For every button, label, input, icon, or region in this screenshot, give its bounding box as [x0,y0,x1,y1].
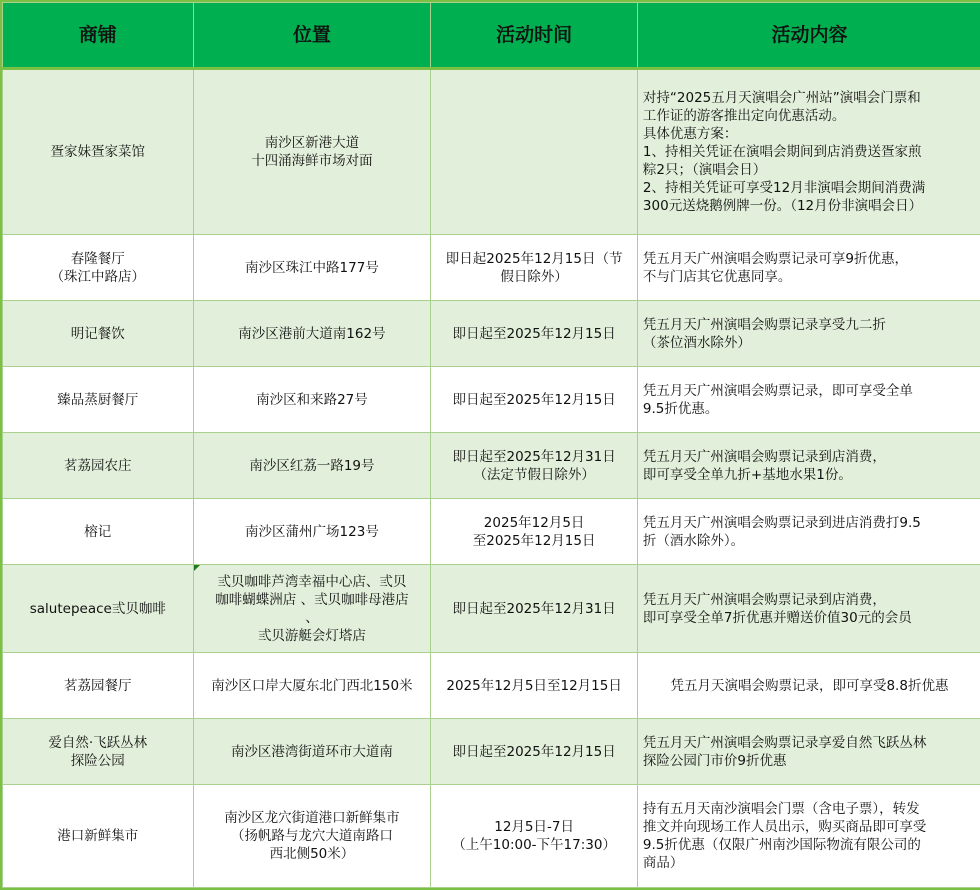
location-line: 南沙区龙穴街道港口新鲜集市 [198,809,427,827]
cell-time[interactable] [431,433,638,499]
cell-shop[interactable] [3,69,194,235]
cell-location[interactable] [193,367,431,433]
location-line: 、 [198,609,427,627]
time-line: 即日起至2025年12月15日 [435,325,633,343]
location-line: 南沙区蒲州广场123号 [198,523,427,541]
promotions-table [2,2,980,888]
cell-location[interactable] [193,433,431,499]
time-line: 12月5日-7日 [435,818,633,836]
cell-time[interactable] [431,785,638,888]
content-line: 凭五月天广州演唱会购票记录到店消费， [643,448,977,466]
content-line: 工作证的游客推出定向优惠活动。 [643,107,977,125]
cell-shop[interactable] [3,367,194,433]
cell-content[interactable] [637,301,980,367]
header-row [3,3,980,69]
shop-name: 茗荔园农庄 [7,457,189,475]
location-line: 南沙区红荔一路19号 [198,457,427,475]
column-header-location: 位置 [193,3,431,69]
table-row [3,565,980,653]
location-line: 南沙区新港大道 [198,134,427,152]
content-line: 即可享受全单九折+基地水果1份。 [643,466,977,484]
table-row [3,69,980,235]
cell-content[interactable] [637,235,980,301]
shop-name: 明记餐饮 [7,325,189,343]
cell-location[interactable] [193,785,431,888]
table-row [3,499,980,565]
cell-location[interactable] [193,653,431,719]
cell-shop[interactable] [3,301,194,367]
content-line: 9.5折优惠（仅限广州南沙国际物流有限公司的 [643,836,977,854]
cell-time[interactable] [431,235,638,301]
shop-name: 疍家妹疍家菜馆 [7,143,189,161]
content-line: 凭五月天广州演唱会购票记录享爱自然飞跃丛林 [643,734,977,752]
location-line: 南沙区港前大道南162号 [198,325,427,343]
content-line: 不与门店其它优惠同享。 [643,268,977,286]
content-line: 即可享受全单7折优惠并赠送价值30元的会员 [643,609,977,627]
time-line: 即日起至2025年12月15日 [435,743,633,761]
shop-name: 港口新鲜集市 [7,827,189,845]
cell-shop[interactable] [3,433,194,499]
content-line: 探险公园门市价9折优惠 [643,752,977,770]
cell-time[interactable] [431,565,638,653]
table-row [3,653,980,719]
location-line: 南沙区和来路27号 [198,391,427,409]
cell-time[interactable] [431,301,638,367]
time-line: 2025年12月5日至12月15日 [435,677,633,695]
location-line: 十四涌海鲜市场对面 [198,152,427,170]
column-header-shop: 商铺 [3,3,194,69]
content-line: 商品） [643,854,977,872]
cell-shop[interactable] [3,653,194,719]
cell-location[interactable] [193,565,431,653]
content-line: 凭五月天广州演唱会购票记录到进店消费打9.5 [643,514,977,532]
table-row [3,719,980,785]
cell-shop[interactable] [3,565,194,653]
column-header-time: 活动时间 [431,3,638,69]
location-line: 咖啡蝴蝶洲店 、弎贝咖啡母港店 [198,591,427,609]
table-row [3,235,980,301]
time-line: 假日除外） [435,268,633,286]
location-line: 南沙区港湾街道环市大道南 [198,743,427,761]
cell-content[interactable] [637,433,980,499]
table-row [3,785,980,888]
location-line: （扬帆路与龙穴大道南路口 [198,827,427,845]
content-line: 凭五月天广州演唱会购票记录享受九二折 [643,316,977,334]
shop-name: （珠江中路店） [7,268,189,286]
cell-content[interactable] [637,69,980,235]
content-line: 持有五月天南沙演唱会门票（含电子票），转发 [643,800,977,818]
content-line: 具体优惠方案： [643,125,977,143]
content-line: 凭五月天广州演唱会购票记录，即可享受全单 [643,382,977,400]
content-line: 300元送烧鹅例牌一份。（12月份非演唱会日） [643,197,977,215]
location-line: 南沙区珠江中路177号 [198,259,427,277]
time-line: 即日起至2025年12月15日 [435,391,633,409]
cell-content[interactable] [637,719,980,785]
cell-shop[interactable] [3,785,194,888]
content-line: 凭五月天演唱会购票记录，即可享受8.8折优惠 [642,677,977,695]
cell-time[interactable] [431,69,638,235]
cell-location[interactable] [193,301,431,367]
cell-shop[interactable] [3,235,194,301]
content-line: 9.5折优惠。 [643,400,977,418]
content-line: 凭五月天广州演唱会购票记录到店消费， [643,591,977,609]
cell-location[interactable] [193,235,431,301]
cell-content[interactable] [637,367,980,433]
table-row [3,367,980,433]
time-line: 即日起至2025年12月31日 [435,448,633,466]
table-row [3,433,980,499]
cell-time[interactable] [431,367,638,433]
shop-name: salutepeace弎贝咖啡 [7,600,189,618]
table-row [3,301,980,367]
time-line: 至2025年12月15日 [435,532,633,550]
content-line: 1、持相关凭证在演唱会期间到店消费送疍家煎 [643,143,977,161]
shop-name: 茗荔园餐厅 [7,677,189,695]
cell-content[interactable] [637,499,980,565]
cell-location[interactable] [193,719,431,785]
shop-name: 探险公园 [7,752,189,770]
cell-location[interactable] [193,69,431,235]
shop-name: 榕记 [7,523,189,541]
content-line: 折（酒水除外）。 [643,532,977,550]
column-header-content: 活动内容 [637,3,980,69]
time-line: 即日起2025年12月15日（节 [435,250,633,268]
time-line: 即日起至2025年12月31日 [435,600,633,618]
cell-time[interactable] [431,719,638,785]
time-line: （法定节假日除外） [435,466,633,484]
cell-content[interactable] [637,565,980,653]
location-line: 弎贝游艇会灯塔店 [198,627,427,645]
location-line: 西北侧50米） [198,845,427,863]
cell-shop[interactable] [3,499,194,565]
content-line: 对持“2025五月天演唱会广州站”演唱会门票和 [643,89,977,107]
cell-content[interactable] [637,653,980,719]
content-line: 推文并向现场工作人员出示，购买商品即可享受 [643,818,977,836]
content-line: 2、持相关凭证可享受12月非演唱会期间消费满 [643,179,977,197]
location-line: 弎贝咖啡芦湾幸福中心店、弎贝 [198,573,427,591]
cell-shop[interactable] [3,719,194,785]
content-line: 粽2只；（演唱会日） [643,161,977,179]
time-line: 2025年12月5日 [435,514,633,532]
cell-content[interactable] [637,785,980,888]
content-line: （茶位酒水除外） [643,334,977,352]
shop-name: 春隆餐厅 [7,250,189,268]
shop-name: 臻品蒸厨餐厅 [7,391,189,409]
location-line: 南沙区口岸大厦东北门西北150米 [198,677,427,695]
shop-name: 爱自然·飞跃丛林 [7,734,189,752]
cell-time[interactable] [431,499,638,565]
cell-time[interactable] [431,653,638,719]
time-line: （上午10:00-下午17:30） [435,836,633,854]
content-line: 凭五月天广州演唱会购票记录可享9折优惠， [643,250,977,268]
cell-location[interactable] [193,499,431,565]
